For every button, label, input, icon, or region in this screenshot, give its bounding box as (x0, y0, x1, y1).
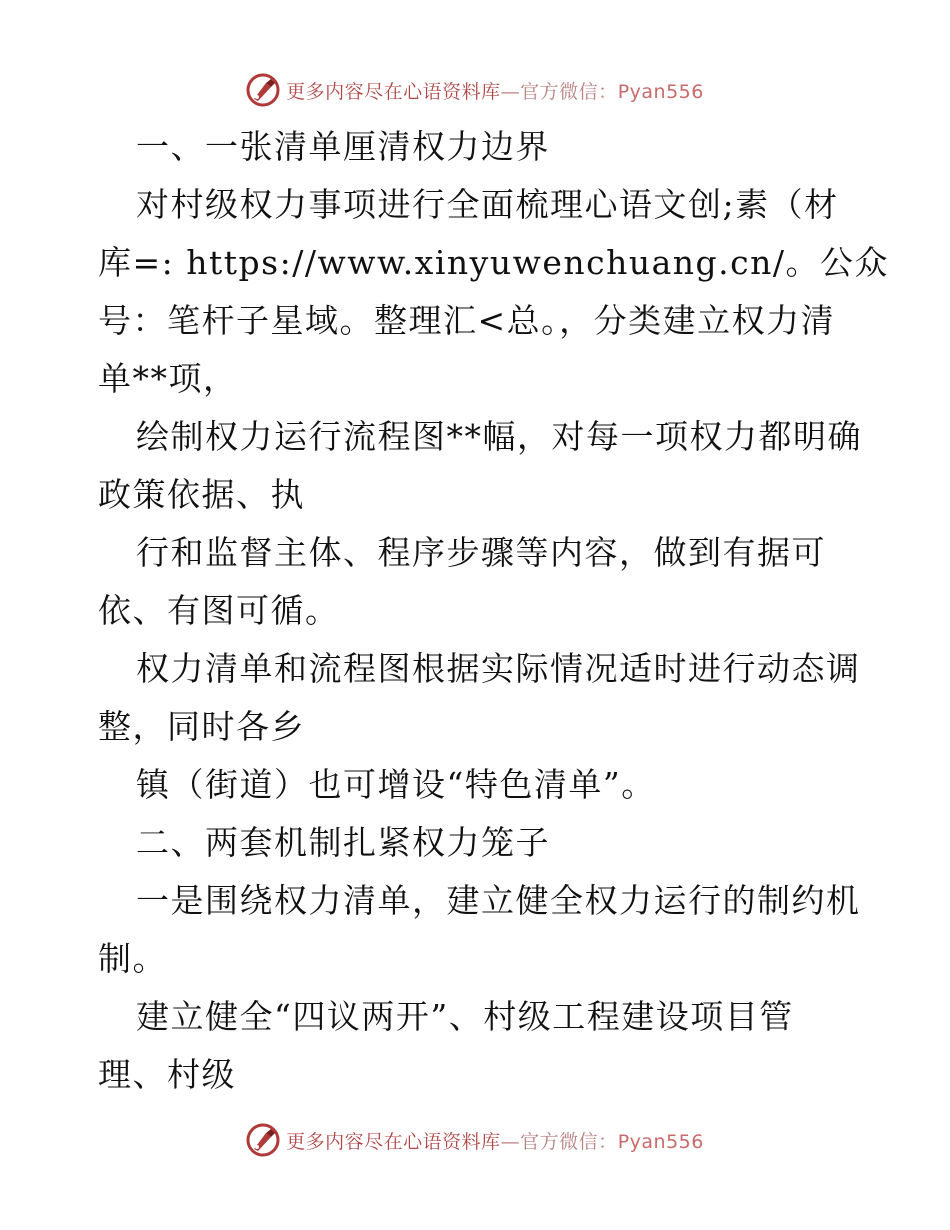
text-line: 一是围绕权力清单，建立健全权力运行的制约机 (136, 881, 861, 920)
watermark (246, 73, 704, 107)
text-line: 对村级权力事项进行全面梳理心语文创;素（材 (136, 185, 839, 224)
text-line: 一、一张清单厘清权力边界 (136, 127, 550, 166)
watermark-text (286, 77, 704, 104)
pen-logo-icon (246, 73, 280, 107)
text-line: 号：笔杆子星域。整理汇<总。，分类建立权力清 (98, 301, 836, 340)
watermark-banner-top (0, 70, 950, 110)
watermark-brand: 更多内容尽在心语资料库 (286, 80, 501, 103)
text-line: 库=: https://www.xinyuwenchuang.cn/。公众 (98, 243, 889, 282)
pen-logo-icon (246, 1123, 280, 1157)
watermark (246, 1123, 704, 1157)
text-line: 整，同时各乡 (98, 707, 305, 746)
watermark-wechat-label: 官方微信： (520, 80, 618, 103)
text-line: 建立健全“四议两开”、村级工程建设项目管 (136, 997, 794, 1036)
text-line: 理、村级 (98, 1055, 236, 1094)
text-line: 依、有图可循。 (98, 591, 340, 630)
text-line: 权力清单和流程图根据实际情况适时进行动态调 (136, 649, 861, 688)
watermark-dash: — (500, 80, 521, 103)
text-line: 二、两套机制扎紧权力笼子 (136, 823, 550, 862)
text-line: 单**项， (98, 359, 238, 398)
text-line: 绘制权力运行流程图**幅，对每一项权力都明确 (136, 417, 862, 456)
text-line: 行和监督主体、程序步骤等内容，做到有据可 (136, 533, 826, 572)
watermark-dash: — (500, 1130, 521, 1153)
document-body (98, 118, 889, 1104)
watermark-wechat-label: 官方微信： (520, 1130, 618, 1153)
watermark-wechat-id: Pyan556 (617, 80, 704, 103)
watermark-wechat-id: Pyan556 (617, 1130, 704, 1153)
watermark-text (286, 1127, 704, 1154)
watermark-brand: 更多内容尽在心语资料库 (286, 1130, 501, 1153)
text-line: 镇（街道）也可增设“特色清单”。 (136, 765, 656, 804)
text-line: 政策依据、执 (98, 475, 305, 514)
watermark-banner-bottom (0, 1120, 950, 1160)
text-line: 制。 (98, 939, 167, 978)
